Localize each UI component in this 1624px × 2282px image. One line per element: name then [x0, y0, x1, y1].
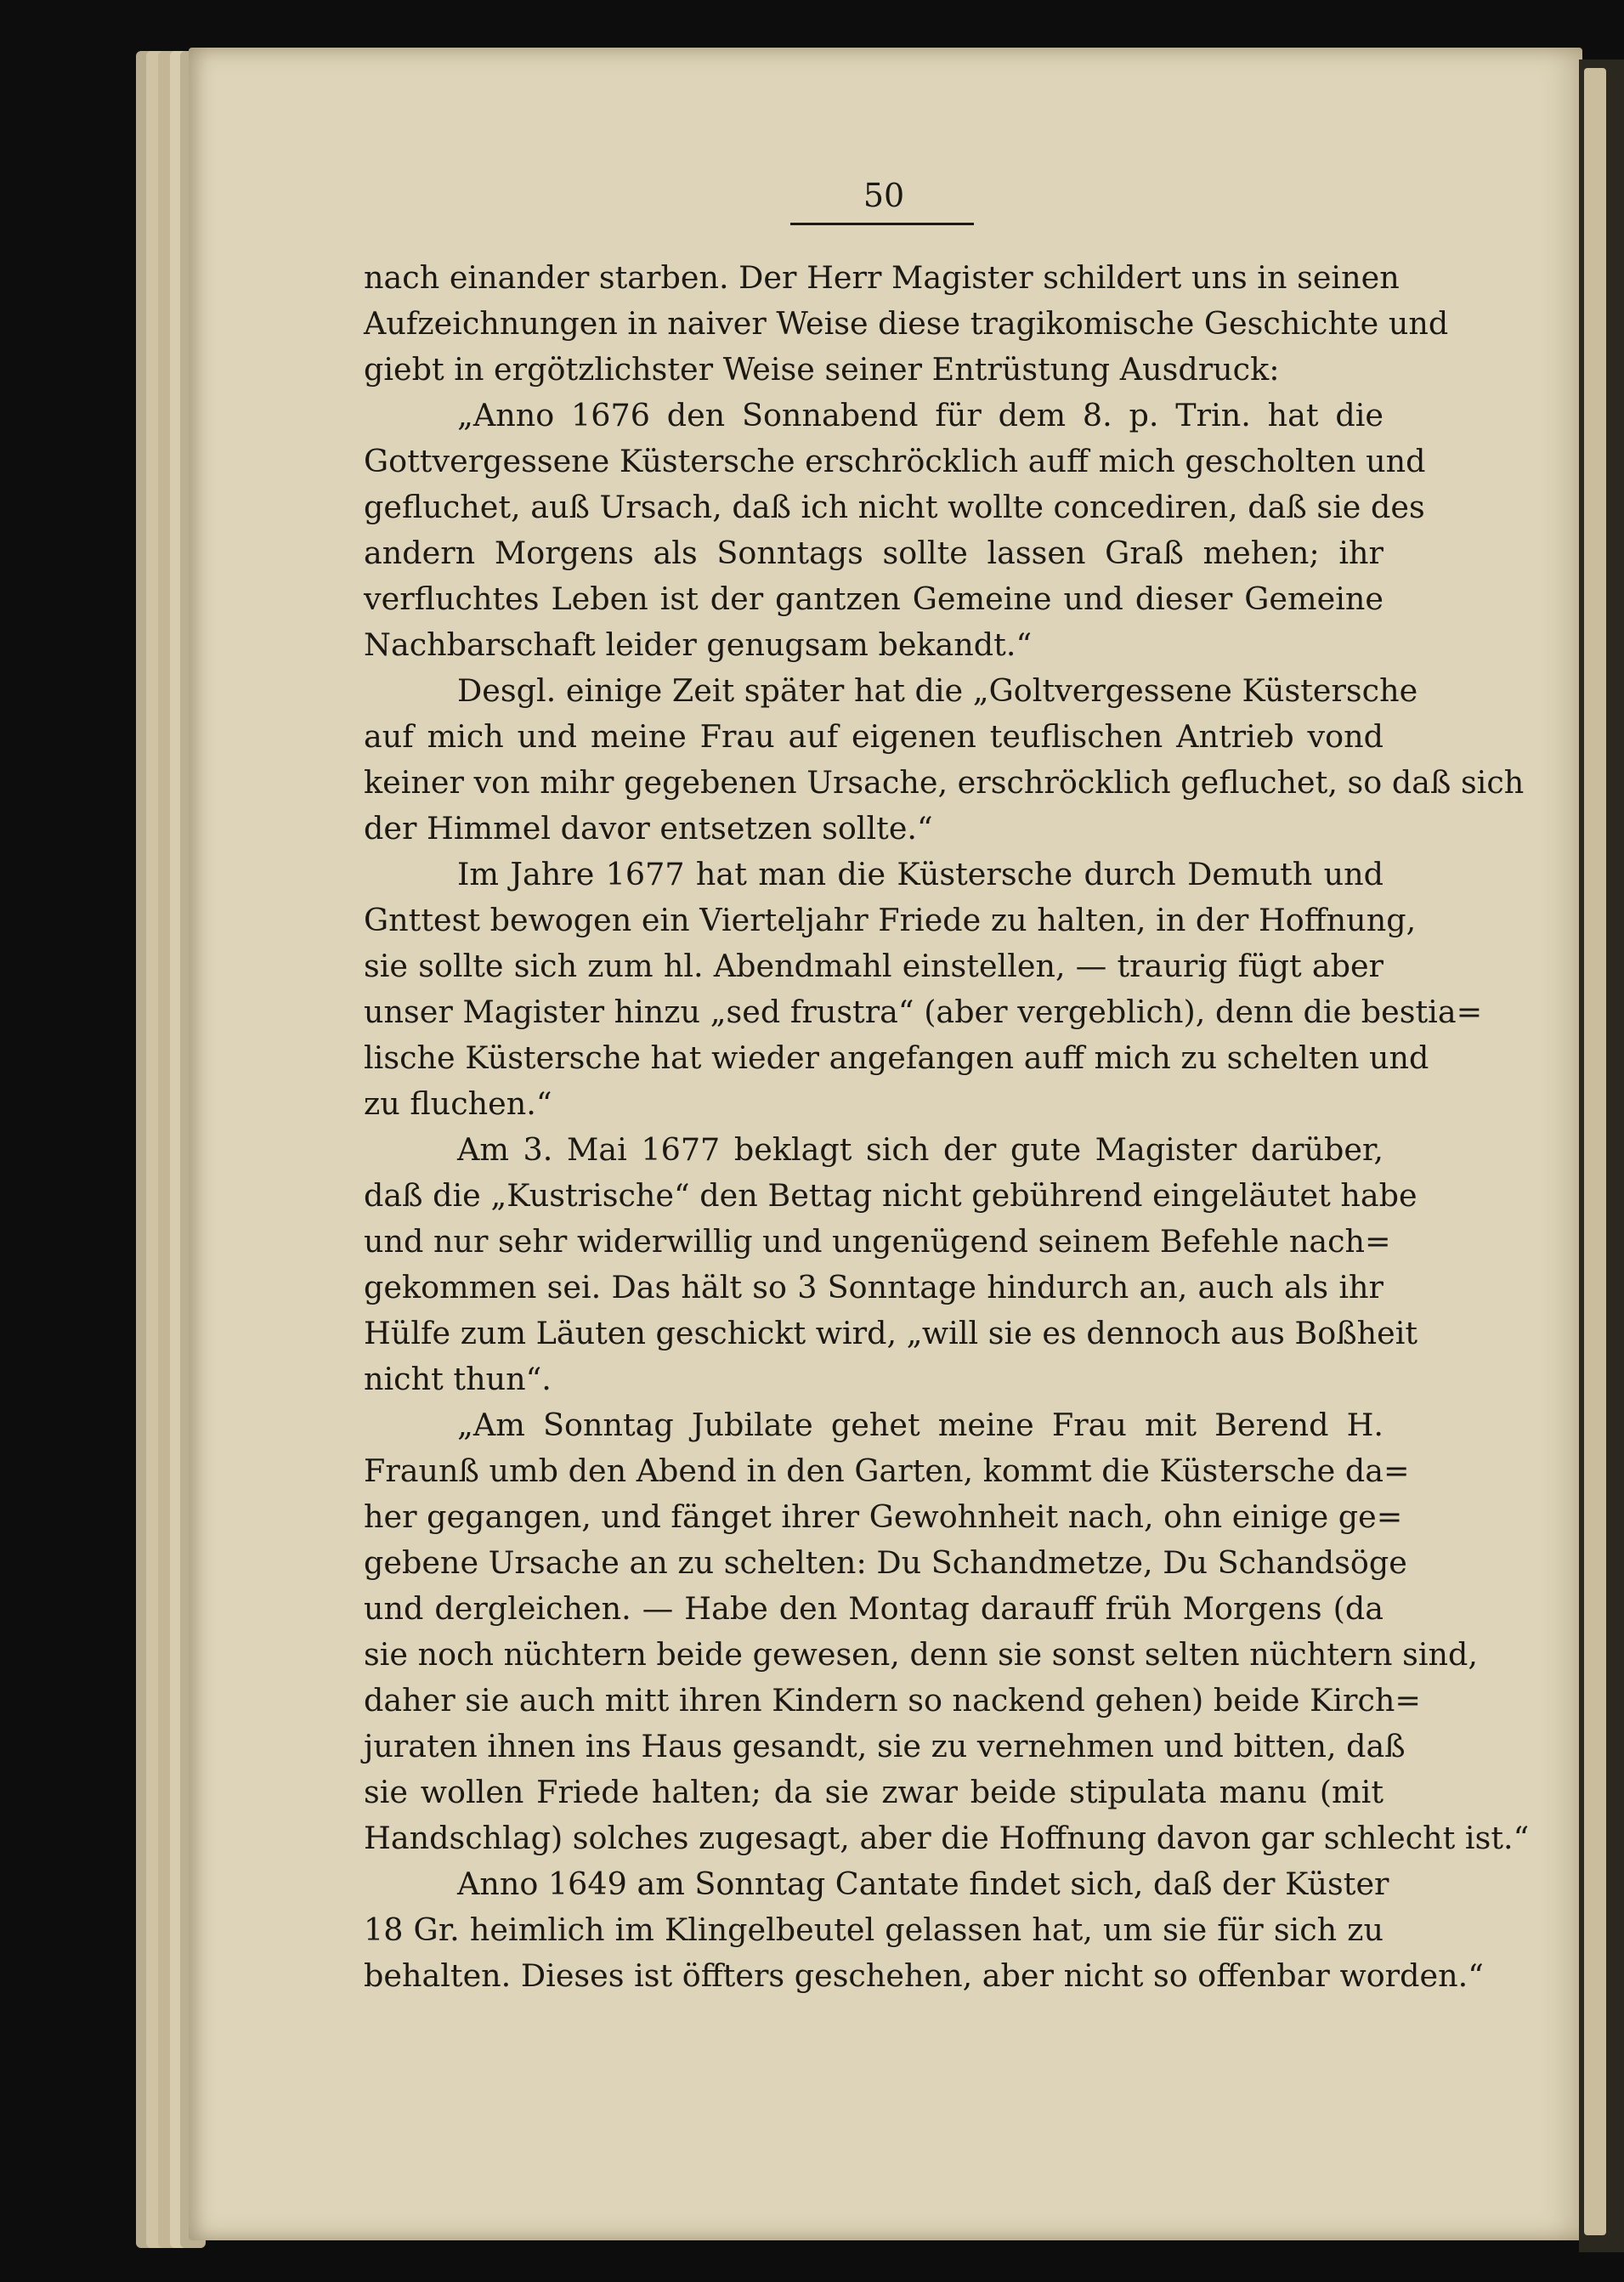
- text-line: lische Küstersche hat wieder angefangen auff mich zu schelten und: [364, 1039, 1429, 1076]
- text-line: Handschlag) solches zugesagt, aber die Hoffnung davon gar schlecht ist.“: [364, 1820, 1530, 1856]
- text-line: „Anno 1676 den Sonnabend für dem 8. p. Trin. hat die: [457, 397, 1384, 433]
- text-line: Am 3. Mai 1677 beklagt sich der gute Magister darüber,: [457, 1131, 1384, 1168]
- text-line: gebene Ursache an zu schelten: Du Schandmetze, Du Schandsöge: [364, 1544, 1407, 1581]
- text-line: Gnttest bewogen ein Vierteljahr Friede zu halten, in der Hoffnung,: [364, 902, 1417, 938]
- text-line: der Himmel davor entsetzen sollte.“: [364, 810, 933, 847]
- text-line: gefluchet, auß Ursach, daß ich nicht wollte concediren, daß sie des: [364, 489, 1425, 525]
- text-line: Gottvergessene Küstersche erschröcklich auff mich gescholten und: [364, 443, 1426, 479]
- text-line: sie noch nüchtern beide gewesen, denn sie sonst selten nüchtern sind,: [364, 1636, 1478, 1673]
- text-line: giebt in ergötzlichster Weise seiner Entrüstung Ausdruck:: [364, 351, 1280, 388]
- text-line: Fraunß umb den Abend in den Garten, kommt die Küstersche da=: [364, 1452, 1410, 1489]
- text-line: Desgl. einige Zeit später hat die „Goltvergessene Küstersche: [457, 672, 1418, 709]
- text-line: behalten. Dieses ist öffters geschehen, aber nicht so offenbar worden.“: [364, 1957, 1484, 1994]
- text-line: unser Magister hinzu „sed frustra“ (aber vergeblich), denn die bestia=: [364, 994, 1483, 1030]
- text-line: gekommen sei. Das hält so 3 Sonntage hindurch an, auch als ihr: [364, 1269, 1384, 1305]
- text-line: nach einander starben. Der Herr Magister schildert uns in seinen: [364, 259, 1400, 296]
- text-line: daß die „Kustrische“ den Bettag nicht gebührend eingeläutet habe: [364, 1177, 1417, 1214]
- text-line: Anno 1649 am Sonntag Cantate findet sich, daß der Küster: [457, 1866, 1389, 1902]
- text-line: nicht thun“.: [364, 1361, 552, 1397]
- text-line: Im Jahre 1677 hat man die Küstersche durch Demuth und: [457, 856, 1384, 892]
- text-line: sie sollte sich zum hl. Abendmahl einstellen, — traurig fügt aber: [364, 948, 1384, 984]
- next-page-edge: [1584, 68, 1606, 2235]
- page-number-rule: [790, 223, 974, 225]
- text-line: zu fluchen.“: [364, 1085, 552, 1122]
- text-line: 18 Gr. heimlich im Klingelbeutel gelassen hat, um sie für sich zu: [364, 1911, 1384, 1948]
- page-number: 50: [863, 177, 905, 214]
- book-spine: [1579, 59, 1624, 2252]
- text-line: Nachbarschaft leider genugsam bekandt.“: [364, 626, 1033, 663]
- text-line: auf mich und meine Frau auf eigenen teuflischen Antrieb vond: [364, 718, 1384, 755]
- text-line: keiner von mihr gegebenen Ursache, erschröcklich gefluchet, so daß sich: [364, 764, 1525, 801]
- text-line: juraten ihnen ins Haus gesandt, sie zu vernehmen und bitten, daß: [364, 1728, 1406, 1764]
- body-text: [364, 255, 1530, 1999]
- text-line: sie wollen Friede halten; da sie zwar beide stipulata manu (mit: [364, 1774, 1384, 1810]
- text-line: und dergleichen. — Habe den Montag darauff früh Morgens (da: [364, 1590, 1384, 1627]
- text-line: und nur sehr widerwillig und ungenügend seinem Befehle nach=: [364, 1223, 1391, 1260]
- text-line: her gegangen, und fänget ihrer Gewohnheit nach, ohn einige ge=: [364, 1498, 1403, 1535]
- text-line: „Am Sonntag Jubilate gehet meine Frau mit Berend H.: [457, 1407, 1384, 1443]
- text-line: Aufzeichnungen in naiver Weise diese tragikomische Geschichte und: [364, 305, 1449, 342]
- text-line: verfluchtes Leben ist der gantzen Gemeine und dieser Gemeine: [364, 580, 1384, 617]
- text-line: andern Morgens als Sonntags sollte lassen Graß mehen; ihr: [364, 535, 1384, 571]
- text-line: Hülfe zum Läuten geschickt wird, „will sie es dennoch aus Boßheit: [364, 1315, 1418, 1351]
- text-line: daher sie auch mitt ihren Kindern so nackend gehen) beide Kirch=: [364, 1682, 1422, 1719]
